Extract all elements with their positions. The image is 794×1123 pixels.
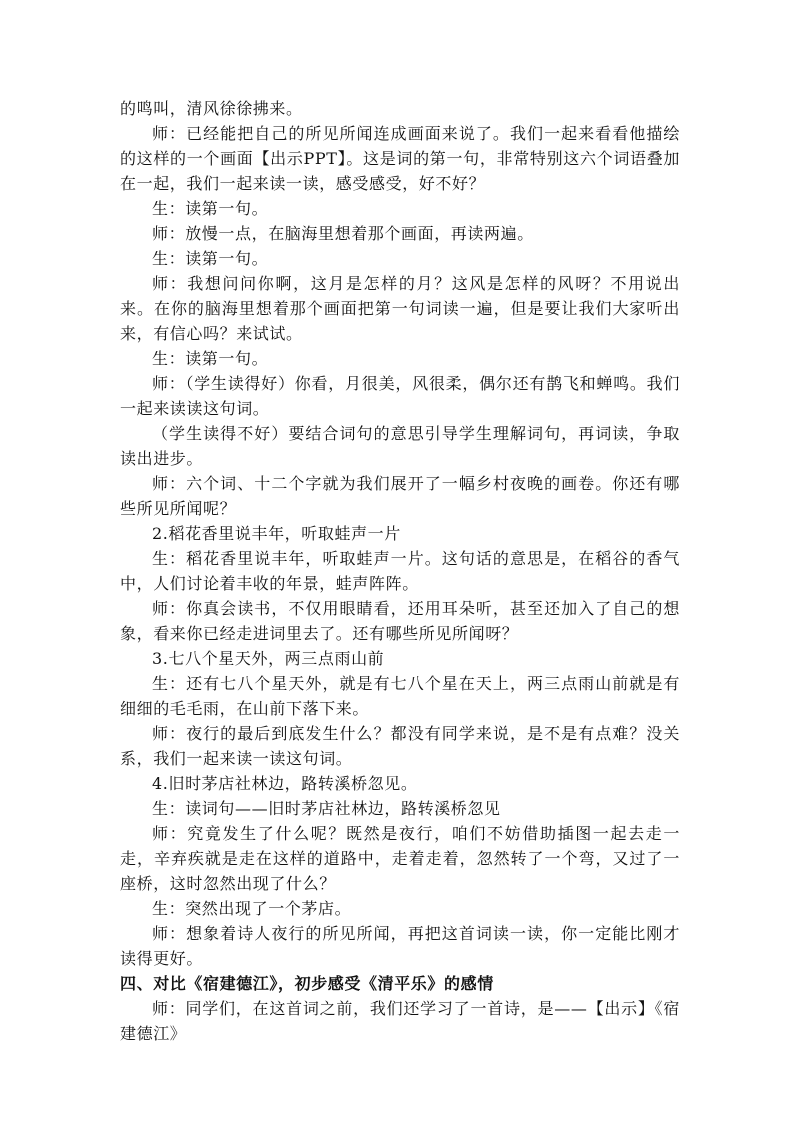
paragraph: 师：究竟发生了什么呢？既然是夜行，咱们不妨借助插图一起去走一走，辛弃疾就是走在这样的道路中，走着走着，忽然转了一个弯，又过了一座桥，这时忽然出现了什么？ [120,824,680,893]
numbered-line: 4.旧时茅店社林边，路转溪桥忽见。 [152,774,418,793]
paragraph: 师：夜行的最后到底发生什么？都没有同学来说，是不是有点难？没关系，我们一起来读一读这句词。 [120,724,680,768]
paragraph: 师：已经能把自己的所见所闻连成画面来说了。我们一起来看看他描绘的这样的一个画面【出示PPT】。这是词的第一句，非常特别这六个词语叠加在一起，我们一起来读一读，感受感受，好不好？ [120,124,680,193]
paragraph: 生：读词句——旧时茅店社林边，路转溪桥忽见 [152,799,501,818]
paragraph: 生：突然出现了一个茅店。 [152,899,352,918]
document-body [120,96,680,1046]
paragraph: 师：同学们，在这首词之前，我们还学习了一首诗，是——【出示】《宿建德江》 [120,999,680,1043]
paragraph: 师：（学生读得好）你看，月很美，风很柔，偶尔还有鹊飞和蝉鸣。我们一起来读读这句词。 [120,374,680,418]
paragraph: 师：放慢一点，在脑海里想着那个画面，再读两遍。 [152,224,534,243]
paragraph: （学生读得不好）要结合词句的意思引导学生理解词句，再词读，争取读出进步。 [120,424,680,468]
paragraph: 师：你真会读书，不仅用眼睛看，还用耳朵听，甚至还加入了自己的想象，看来你已经走进词里去了。还有哪些所见所闻呀？ [120,599,680,643]
paragraph: 师：我想问问你啊，这月是怎样的月？这风是怎样的风呀？不用说出来。在你的脑海里想着那个画面把第一句词读一遍，但是要让我们大家听出来，有信心吗？来试试。 [120,274,680,343]
paragraph: 生：读第一句。 [152,199,269,218]
paragraph: 师：想象着诗人夜行的所见所闻，再把这首词读一读，你一定能比刚才读得更好。 [120,924,680,968]
numbered-line: 2.稻花香里说丰年，听取蛙声一片 [152,524,401,543]
numbered-line: 3.七八个星天外，两三点雨山前 [152,649,385,668]
paragraph: 生：读第一句。 [152,349,269,368]
paragraph: 的鸣叫，清风徐徐拂来。 [120,99,303,118]
section-heading: 四、对比《宿建德江》，初步感受《清平乐》的感情 [120,974,494,993]
paragraph: 生：稻花香里说丰年，听取蛙声一片。这句话的意思是，在稻谷的香气中，人们讨论着丰收的年景，蛙声阵阵。 [120,549,680,593]
paragraph: 师：六个词、十二个字就为我们展开了一幅乡村夜晚的画卷。你还有哪些所见所闻呢？ [120,474,680,518]
paragraph: 生：还有七八个星天外，就是有七八个星在天上，两三点雨山前就是有细细的毛毛雨，在山前下落下来。 [120,674,680,718]
paragraph: 生：读第一句。 [152,249,269,268]
